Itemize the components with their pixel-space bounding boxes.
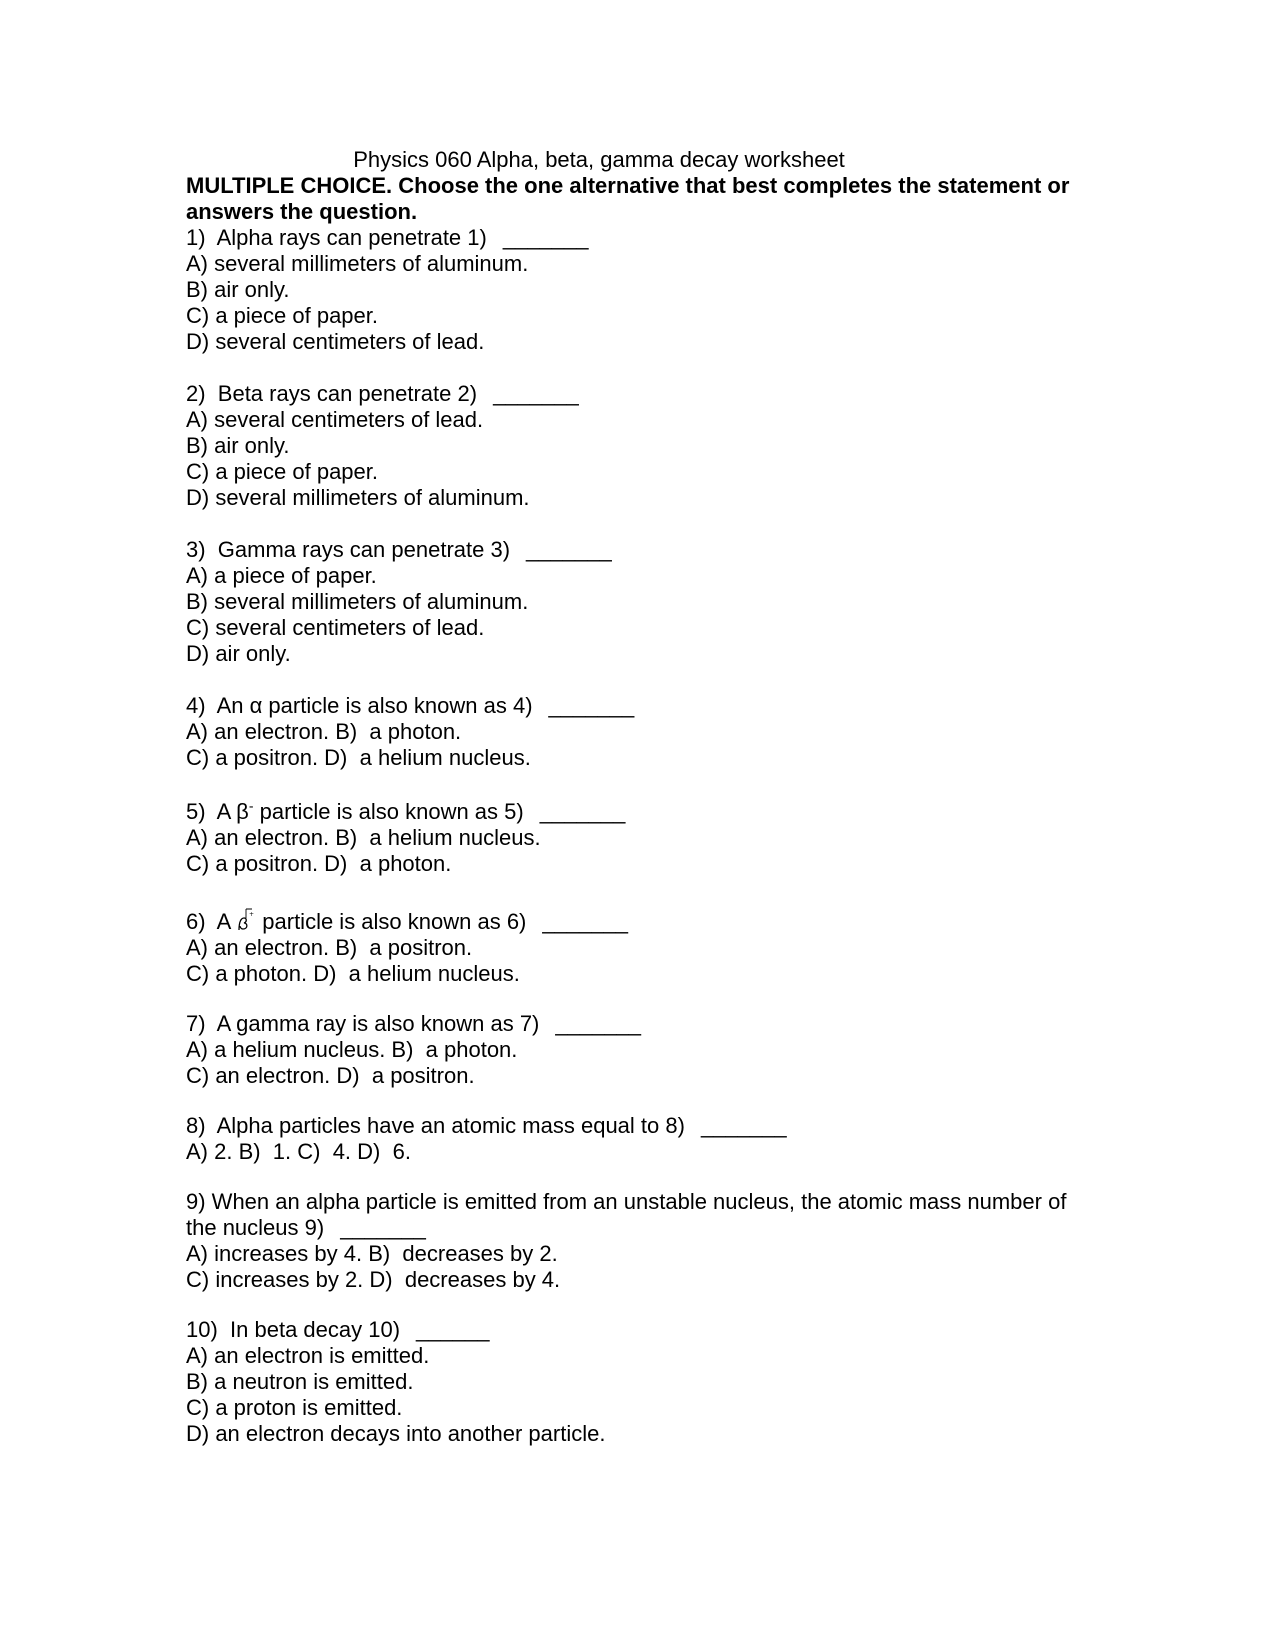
option: B) a neutron is emitted. — [186, 1369, 414, 1394]
question-stem: 10) In beta decay 10) — [186, 1317, 401, 1342]
option: B) air only. — [186, 433, 290, 458]
answer-blank: _______ — [539, 799, 626, 824]
option: C) a positron. D) a helium nucleus. — [186, 745, 531, 770]
answer-blank: _______ — [555, 1011, 642, 1036]
question-stem: 6) A + particle is also known as 6) — [186, 909, 527, 934]
svg-text:+: + — [249, 911, 255, 918]
answer-blank: _______ — [548, 693, 635, 718]
question-8 — [186, 1113, 1086, 1165]
answer-blank: _______ — [502, 225, 589, 250]
option: C) a photon. D) a helium nucleus. — [186, 961, 520, 986]
option: C) a proton is emitted. — [186, 1395, 403, 1420]
question-1 — [186, 225, 1086, 355]
answer-blank: _______ — [700, 1113, 787, 1138]
question-stem: 7) A gamma ray is also known as 7) — [186, 1011, 540, 1036]
question-stem: 9) When an alpha particle is emitted from an unstable nucleus, the atomic mass number of the nucleus 9) — [186, 1189, 1067, 1240]
answer-blank: _______ — [542, 909, 629, 934]
question-10 — [186, 1317, 1086, 1447]
option: D) several centimeters of lead. — [186, 329, 485, 354]
question-stem: 8) Alpha particles have an atomic mass equal to 8) — [186, 1113, 685, 1138]
option: D) an electron decays into another particle. — [186, 1421, 606, 1446]
option: A) an electron. B) a helium nucleus. — [186, 825, 541, 850]
question-2 — [186, 381, 1086, 511]
option: C) an electron. D) a positron. — [186, 1063, 475, 1088]
option: A) 2. B) 1. C) 4. D) 6. — [186, 1139, 411, 1164]
question-9 — [186, 1189, 1086, 1293]
page-title: Physics 060 Alpha, beta, gamma decay worksheet — [353, 147, 845, 172]
option: A) a piece of paper. — [186, 563, 377, 588]
option: C) several centimeters of lead. — [186, 615, 485, 640]
beta-plus-symbol-icon — [236, 910, 256, 932]
question-stem: 3) Gamma rays can penetrate 3) — [186, 537, 511, 562]
instructions: MULTIPLE CHOICE. Choose the one alternative that best completes the statement or answers the question. — [186, 173, 1070, 224]
answer-blank: _______ — [526, 537, 612, 562]
option: D) several millimeters of aluminum. — [186, 485, 530, 510]
answer-blank: ______ — [416, 1317, 490, 1342]
question-6 — [186, 909, 1086, 987]
option: A) several centimeters of lead. — [186, 407, 484, 432]
question-4 — [186, 693, 1086, 771]
option: C) a piece of paper. — [186, 459, 379, 484]
worksheet-page — [186, 147, 1086, 1447]
question-3 — [186, 537, 1086, 667]
question-stem: 4) An α particle is also known as 4) — [186, 693, 533, 718]
option: A) an electron. B) a positron. — [186, 935, 473, 960]
option: A) increases by 4. B) decreases by 2. — [186, 1241, 558, 1266]
question-stem: 1) Alpha rays can penetrate 1) — [186, 225, 487, 250]
question-7 — [186, 1011, 1086, 1089]
option: C) a piece of paper. — [186, 303, 379, 328]
option: A) a helium nucleus. B) a photon. — [186, 1037, 518, 1062]
option: A) an electron is emitted. — [186, 1343, 430, 1368]
option: A) several millimeters of aluminum. — [186, 251, 529, 276]
question-stem: 2) Beta rays can penetrate 2) — [186, 381, 478, 406]
option: D) air only. — [186, 641, 291, 666]
question-stem: 5) A β- particle is also known as 5) — [186, 797, 524, 824]
answer-blank: _______ — [493, 381, 579, 406]
option: C) increases by 2. D) decreases by 4. — [186, 1267, 561, 1292]
answer-blank: _______ — [340, 1215, 426, 1240]
option: B) air only. — [186, 277, 290, 302]
option: A) an electron. B) a photon. — [186, 719, 462, 744]
question-5 — [186, 799, 1086, 877]
option: B) several millimeters of aluminum. — [186, 589, 529, 614]
option: C) a positron. D) a photon. — [186, 851, 452, 876]
